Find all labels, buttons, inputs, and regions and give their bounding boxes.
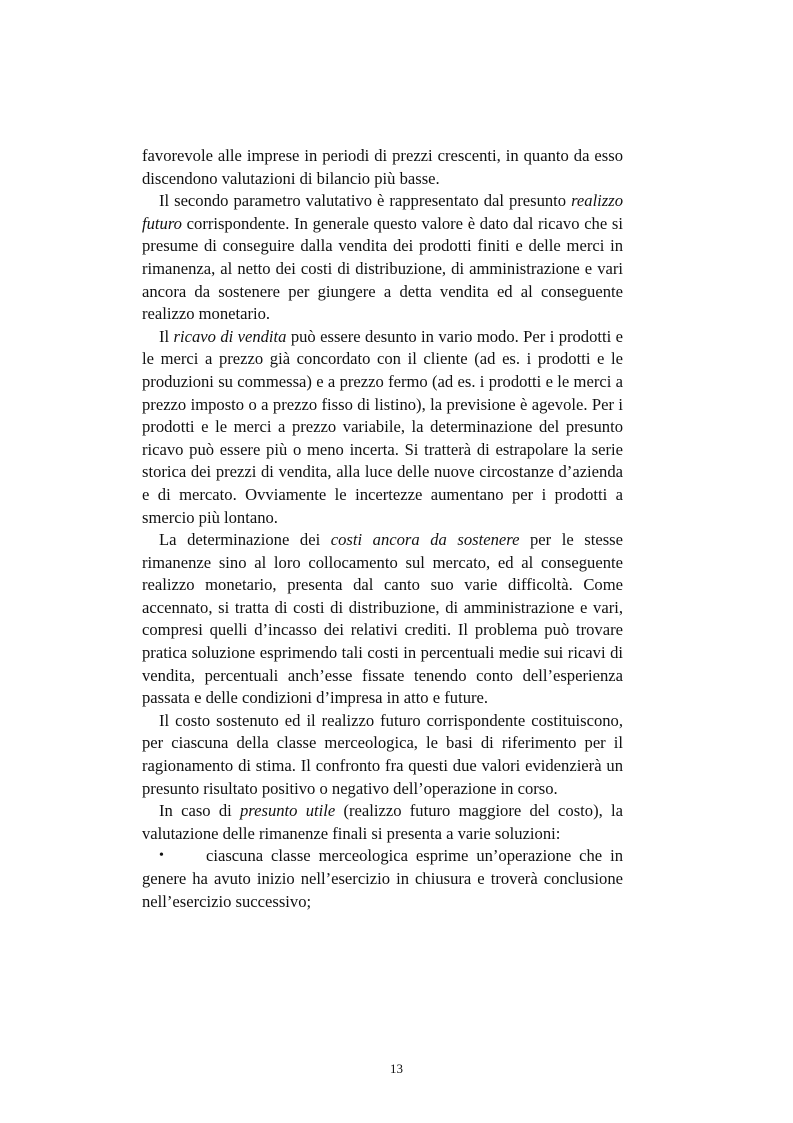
paragraph-text: In caso di <box>159 801 240 821</box>
paragraph <box>142 710 623 800</box>
paragraph-text: Il secondo parametro valutativo è rappresentato dal presunto <box>159 191 572 211</box>
paragraph-text: può essere desunto in vario modo. Per i prodotti e le merci a prezzo già concordato con il cliente (ad es. i prodotti e le produzioni su commessa) e a prezzo fermo (ad es. i prodotti e le merci a prezzo imposto o a prezzo fisso di listino), la previsione è agevole. Per i prodotti e le merci a prezzo variabile, la determinazione del presunto ricavo può essere più o meno incerta. Si tratterà di estrapolare la serie storica dei prezzi di vendita, alla luce delle nuove circostanze d’azienda e di mercato. Ovviamente le incertezze aumentano per i prodotti a smercio più lontano. <box>142 326 623 527</box>
paragraph <box>142 326 623 529</box>
paragraph-text: Il <box>159 326 174 346</box>
italic-term: ricavo di vendita <box>173 326 287 346</box>
page-number: 13 <box>390 1061 403 1076</box>
italic-term: realizzo futuro <box>142 191 623 233</box>
document-page <box>142 145 623 913</box>
paragraph-text: favorevole alle imprese in periodi di prezzi crescenti, in quanto da esso discendono valutazioni di bilancio più basse. <box>142 146 623 188</box>
bullet-text: ciascuna classe merceologica esprime un’operazione che in genere ha avuto inizio nell’esercizio in chiusura e troverà conclusione nell’esercizio successivo; <box>142 846 623 911</box>
italic-term: costi ancora da sostenere <box>330 530 520 550</box>
paragraph-text: per le stesse rimanenze sino al loro collocamento sul mercato, ed al conseguente realizzo monetario, presenta dal canto suo varie difficoltà. Come accennato, si tratta di costi di distribuzione, di amministrazione e vari, compresi quelli d’incasso dei relativi crediti. Il problema può trovare pratica soluzione esprimendo tali costi in percentuali medie sui ricavi di vendita, percentuali anch’esse fissate tenendo conto dell’esperienza passata e delle condizioni d’impresa in atto e future. <box>142 530 623 708</box>
bullet-list <box>142 845 623 913</box>
paragraph <box>142 800 623 845</box>
paragraph-text: (realizzo futuro maggiore del costo), la valutazione delle rimanenze finali si presenta a varie soluzioni: <box>142 801 623 843</box>
italic-term: presunto utile <box>240 801 336 821</box>
body-text <box>142 145 623 845</box>
bullet-item <box>142 845 623 913</box>
paragraph <box>142 529 623 710</box>
paragraph-text: Il costo sostenuto ed il realizzo futuro corrispondente costituiscono, per ciascuna della classe merceologica, le basi di riferimento per il ragionamento di stima. Il confronto fra questi due valori evidenzierà un presunto risultato positivo o negativo dell’operazione in corso. <box>142 710 623 798</box>
bullet-icon: • <box>159 848 164 864</box>
paragraph-text: La determinazione dei <box>159 530 331 550</box>
paragraph <box>142 145 623 190</box>
paragraph-text: corrispondente. In generale questo valore è dato dal ricavo che si presume di conseguire dalla vendita dei prodotti finiti e delle merci in rimanenza, al netto dei costi di distribuzione, di amministrazione e vari ancora da sostenere per giungere a detta vendita ed al conseguente realizzo monetario. <box>142 213 623 324</box>
paragraph <box>142 190 623 326</box>
